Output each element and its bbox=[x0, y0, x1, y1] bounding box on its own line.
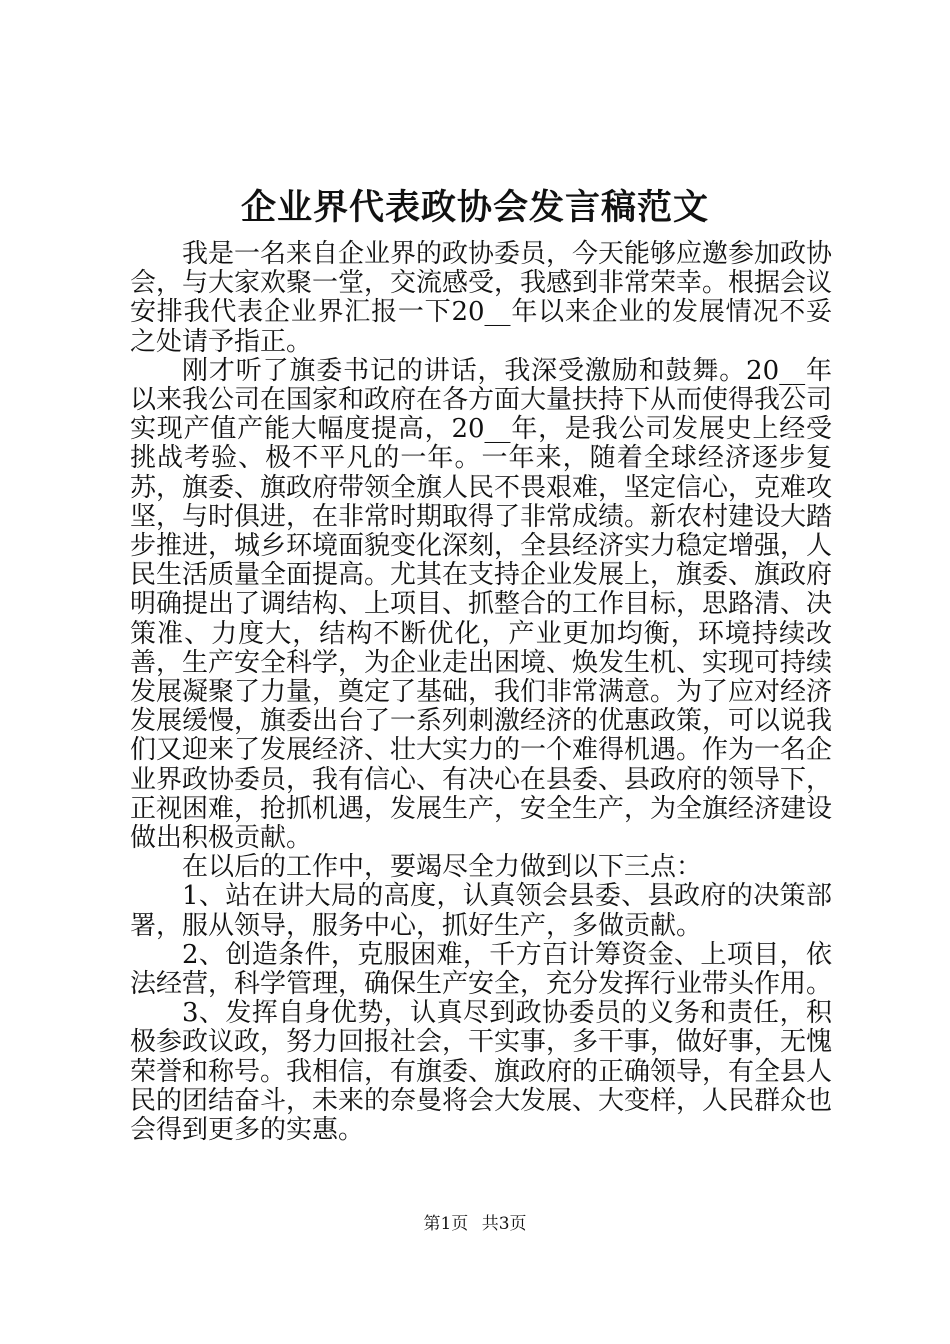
paragraph-points-lead: 在以后的工作中，要竭尽全力做到以下三点： bbox=[182, 852, 703, 883]
document-title: 企业界代表政协会发言稿范文 bbox=[240, 187, 709, 228]
page-footer bbox=[0, 1212, 950, 1236]
paragraph-point-3: 3、发挥自身优势，认真尽到政协委员的义务和责任，积极参政议政，努力回报社会，干实事，多干事，做好事，无愧荣誉和称号。我相信，有旗委、旗政府的正确领导，有全县人民的团结奋斗，未来的奈曼将会大发展、大变样，人民群众也会得到更多的实惠。 bbox=[130, 998, 833, 1146]
paragraph-point-1: 1、站在讲大局的高度，认真领会县委、县政府的决策部署，服从领导，服务中心，抓好生产，多做贡献。 bbox=[130, 881, 832, 941]
paragraph-main: 刚才听了旗委书记的讲话，我深受激励和鼓舞。20__年以来我公司在国家和政府在各方面大量扶持下从而使得我公司实现产值产能大幅度提高，20__年，是我公司发展史上经受挑战考验、极不平凡的一年。一年来，随着全球经济逐步复苏，旗委、旗政府带领全旗人民不畏艰难，坚定信心，克难攻坚，与时俱进，在非常时期取得了非常成绩。新农村建设大踏步推进，城乡环境面貌变化深刻，全县经济实力稳定增强，人民生活质量全面提高。尤其在支持企业发展上，旗委、旗政府明确提出了调结构、上项目、抓整合的工作目标，思路清、决策准、力度大，结构不断优化，产业更加均衡，环境持续改善，生产安全科学，为企业走出困境、焕发生机、实现可持续发展凝聚了力量，奠定了基础，我们非常满意。为了应对经济发展缓慢，旗委出台了一系列刺激经济的优惠政策，可以说我们又迎来了发展经济、壮大实力的一个难得机遇。作为一名企业界政协委员，我有信心、有决心在县委、县政府的领导下，正视困难，抢抓机遇，发展生产，安全生产，为全旗经济建设做出积极贡献。 bbox=[130, 355, 833, 854]
document-body bbox=[130, 240, 832, 1145]
page-number-total: 共3页 bbox=[481, 1214, 527, 1234]
page-number-current: 第1页 bbox=[423, 1214, 469, 1234]
paragraph-intro: 我是一名来自企业界的政协委员，今天能够应邀参加政协会，与大家欢聚一堂，交流感受，我感到非常荣幸。根据会议安排我代表企业界汇报一下20__年以来企业的发展情况不妥之处请予指正。 bbox=[130, 239, 833, 357]
paragraph-point-2: 2、创造条件，克服困难，千方百计筹资金、上项目，依法经营，科学管理，确保生产安全，充分发挥行业带头作用。 bbox=[130, 939, 833, 1000]
